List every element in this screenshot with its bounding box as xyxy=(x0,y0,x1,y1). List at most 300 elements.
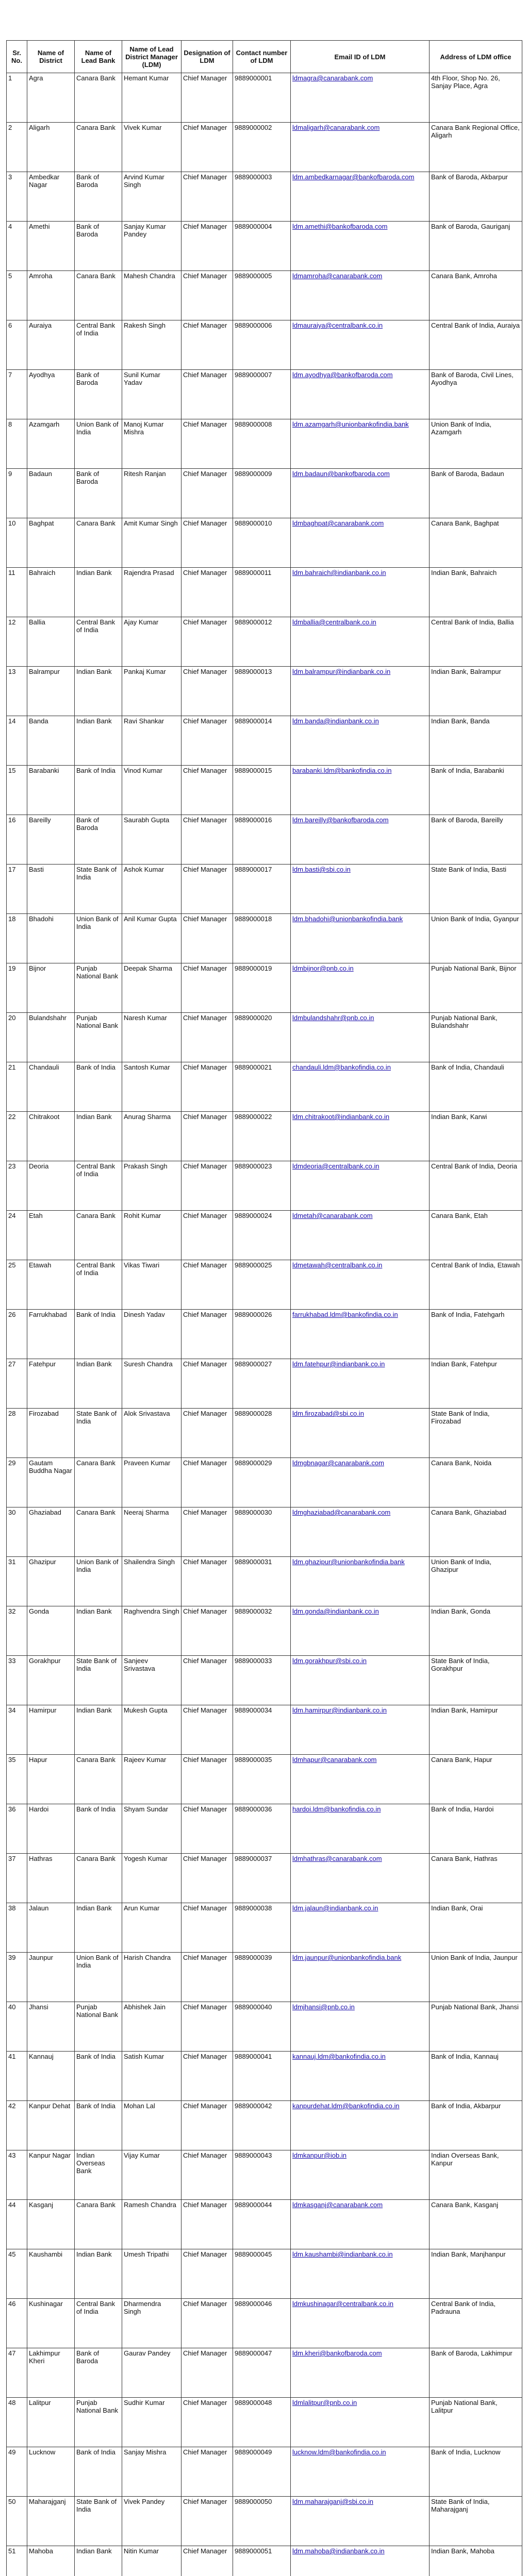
email-link[interactable]: ldmhathras@canarabank.com xyxy=(292,1855,382,1862)
cell-email xyxy=(291,2447,430,2497)
cell-address: Punjab National Bank, Bulandshahr xyxy=(430,1013,522,1062)
cell-sr-no: 10 xyxy=(7,518,27,568)
cell-designation: Chief Manager xyxy=(182,370,233,419)
cell-sr-no: 9 xyxy=(7,469,27,518)
cell-email xyxy=(291,2546,430,2576)
cell-contact: 9889000040 xyxy=(233,2002,291,2052)
email-link[interactable]: ldmkanpur@iob.in xyxy=(292,2151,346,2159)
cell-designation: Chief Manager xyxy=(182,1211,233,1260)
cell-lead-bank: Indian Bank xyxy=(75,2249,122,2299)
cell-contact: 9889000017 xyxy=(233,865,291,914)
cell-sr-no: 43 xyxy=(7,2150,27,2200)
cell-ldm-name: Satish Kumar xyxy=(122,2052,182,2101)
cell-ldm-name: Sanjeev Srivastava xyxy=(122,1656,182,1705)
cell-district: Basti xyxy=(27,865,75,914)
cell-district: Maharajganj xyxy=(27,2497,75,2546)
cell-ldm-name: Harish Chandra xyxy=(122,1953,182,2002)
cell-contact: 9889000050 xyxy=(233,2497,291,2546)
table-row xyxy=(7,1606,522,1656)
cell-designation: Chief Manager xyxy=(182,1359,233,1409)
email-link[interactable]: ldm.ayodhya@bankofbaroda.com xyxy=(292,371,393,379)
table-row xyxy=(7,1557,522,1606)
cell-designation: Chief Manager xyxy=(182,716,233,766)
cell-district: Gorakhpur xyxy=(27,1656,75,1705)
cell-email xyxy=(291,419,430,469)
cell-email xyxy=(291,2101,430,2150)
cell-ldm-name: Anil Kumar Gupta xyxy=(122,914,182,963)
email-link[interactable]: ldmkushinagar@centralbank.co.in xyxy=(292,2300,394,2308)
cell-ldm-name: Suresh Chandra xyxy=(122,1359,182,1409)
cell-district: Chandauli xyxy=(27,1062,75,1112)
cell-sr-no: 7 xyxy=(7,370,27,419)
cell-address: Union Bank of India, Azamgarh xyxy=(430,419,522,469)
email-link[interactable]: farrukhabad.ldm@bankofindia.co.in xyxy=(292,1311,398,1318)
cell-sr-no: 39 xyxy=(7,1953,27,2002)
cell-address: Bank of Baroda, Badaun xyxy=(430,469,522,518)
cell-sr-no: 33 xyxy=(7,1656,27,1705)
cell-lead-bank: Union Bank of India xyxy=(75,1953,122,2002)
cell-address: State Bank of India, Basti xyxy=(430,865,522,914)
cell-email xyxy=(291,1755,430,1804)
cell-lead-bank: Canara Bank xyxy=(75,2200,122,2249)
cell-lead-bank: Canara Bank xyxy=(75,123,122,172)
cell-contact: 9889000031 xyxy=(233,1557,291,1606)
cell-ldm-name: Ajay Kumar xyxy=(122,617,182,667)
cell-address: Indian Bank, Mahoba xyxy=(430,2546,522,2576)
cell-address: Punjab National Bank, Lalitpur xyxy=(430,2398,522,2447)
table-row xyxy=(7,1112,522,1161)
cell-lead-bank: Bank of Baroda xyxy=(75,370,122,419)
cell-designation: Chief Manager xyxy=(182,815,233,865)
cell-ldm-name: Anurag Sharma xyxy=(122,1112,182,1161)
cell-ldm-name: Pankaj Kumar xyxy=(122,667,182,716)
cell-district: Bulandshahr xyxy=(27,1013,75,1062)
cell-lead-bank: State Bank of India xyxy=(75,1656,122,1705)
email-link[interactable]: ldmbaghpat@canarabank.com xyxy=(292,519,384,527)
cell-district: Jalaun xyxy=(27,1903,75,1953)
cell-designation: Chief Manager xyxy=(182,1656,233,1705)
cell-lead-bank: Canara Bank xyxy=(75,271,122,320)
cell-ldm-name: Sudhir Kumar xyxy=(122,2398,182,2447)
email-link[interactable]: kanpurdehat.ldm@bankofindia.co.in xyxy=(292,2102,400,2110)
cell-ldm-name: Arun Kumar xyxy=(122,1903,182,1953)
cell-designation: Chief Manager xyxy=(182,766,233,815)
cell-lead-bank: Punjab National Bank xyxy=(75,2002,122,2052)
cell-lead-bank: Indian Bank xyxy=(75,1359,122,1409)
email-link[interactable]: ldm.jaunpur@unionbankofindia.bank xyxy=(292,1954,402,1961)
cell-email xyxy=(291,73,430,123)
cell-sr-no: 48 xyxy=(7,2398,27,2447)
email-link[interactable]: ldm.balrampur@indianbank.co.in xyxy=(292,668,391,675)
cell-district: Ayodhya xyxy=(27,370,75,419)
header-designation: Designation of LDM xyxy=(182,41,233,73)
cell-address: Canara Bank, Amroha xyxy=(430,271,522,320)
cell-sr-no: 34 xyxy=(7,1705,27,1755)
table-row xyxy=(7,271,522,320)
cell-contact: 9889000018 xyxy=(233,914,291,963)
cell-email xyxy=(291,2002,430,2052)
cell-designation: Chief Manager xyxy=(182,1854,233,1903)
email-link[interactable]: ldm.mahoba@indianbank.co.in xyxy=(292,2547,385,2555)
cell-ldm-name: Rakesh Singh xyxy=(122,320,182,370)
cell-district: Kanpur Nagar xyxy=(27,2150,75,2200)
email-link[interactable]: hardoi.ldm@bankofindia.co.in xyxy=(292,1805,381,1813)
cell-address: Canara Bank, Kasganj xyxy=(430,2200,522,2249)
cell-lead-bank: Punjab National Bank xyxy=(75,2398,122,2447)
email-link[interactable]: ldm.gorakhpur@sbi.co.in xyxy=(292,1657,367,1665)
cell-sr-no: 31 xyxy=(7,1557,27,1606)
cell-contact: 9889000015 xyxy=(233,766,291,815)
email-link[interactable]: ldmkasganj@canarabank.com xyxy=(292,2201,383,2209)
cell-sr-no: 44 xyxy=(7,2200,27,2249)
email-link[interactable]: ldmetah@canarabank.com xyxy=(292,1212,373,1219)
cell-lead-bank: Canara Bank xyxy=(75,1854,122,1903)
cell-address: Indian Bank, Fatehpur xyxy=(430,1359,522,1409)
cell-designation: Chief Manager xyxy=(182,1755,233,1804)
cell-contact: 9889000026 xyxy=(233,1310,291,1359)
cell-designation: Chief Manager xyxy=(182,2398,233,2447)
email-link[interactable]: ldm.kaushambi@indianbank.co.in xyxy=(292,2250,393,2258)
cell-lead-bank: Canara Bank xyxy=(75,1458,122,1507)
cell-ldm-name: Vikas Tiwari xyxy=(122,1260,182,1310)
table-row xyxy=(7,2002,522,2052)
cell-lead-bank: Central Bank of India xyxy=(75,2299,122,2348)
cell-address: Indian Bank, Balrampur xyxy=(430,667,522,716)
cell-lead-bank: Canara Bank xyxy=(75,1211,122,1260)
cell-address: Bank of Baroda, Lakhimpur xyxy=(430,2348,522,2398)
email-link[interactable]: ldmdeoria@centralbank.co.in xyxy=(292,1162,380,1170)
cell-lead-bank: Bank of India xyxy=(75,1310,122,1359)
cell-district: Aligarh xyxy=(27,123,75,172)
email-link[interactable]: ldmballia@centralbank.co.in xyxy=(292,618,376,626)
email-link[interactable]: ldmetawah@centralbank.co.in xyxy=(292,1261,383,1269)
cell-email xyxy=(291,1112,430,1161)
cell-designation: Chief Manager xyxy=(182,1507,233,1557)
cell-email xyxy=(291,667,430,716)
table-row xyxy=(7,1507,522,1557)
email-link[interactable]: barabanki.ldm@bankofindia.co.in xyxy=(292,767,392,774)
header-district: Name of District xyxy=(27,41,75,73)
cell-sr-no: 28 xyxy=(7,1409,27,1458)
cell-email xyxy=(291,568,430,617)
table-row xyxy=(7,1359,522,1409)
cell-district: Hapur xyxy=(27,1755,75,1804)
email-link[interactable]: ldm.azamgarh@unionbankofindia.bank xyxy=(292,420,409,428)
cell-contact: 9889000028 xyxy=(233,1409,291,1458)
cell-district: Etawah xyxy=(27,1260,75,1310)
table-row xyxy=(7,1854,522,1903)
cell-contact: 9889000027 xyxy=(233,1359,291,1409)
cell-ldm-name: Manoj Kumar Mishra xyxy=(122,419,182,469)
cell-sr-no: 51 xyxy=(7,2546,27,2576)
email-link[interactable]: ldmauraiya@centralbank.co.in xyxy=(292,321,383,329)
cell-district: Etah xyxy=(27,1211,75,1260)
email-link[interactable]: ldm.bareilly@bankofbaroda.com xyxy=(292,816,389,824)
table-row xyxy=(7,617,522,667)
email-link[interactable]: ldmghaziabad@canarabank.com xyxy=(292,1509,391,1516)
cell-district: Badaun xyxy=(27,469,75,518)
cell-designation: Chief Manager xyxy=(182,2249,233,2299)
cell-ldm-name: Nitin Kumar xyxy=(122,2546,182,2576)
cell-contact: 9889000047 xyxy=(233,2348,291,2398)
cell-designation: Chief Manager xyxy=(182,1013,233,1062)
table-row xyxy=(7,568,522,617)
cell-designation: Chief Manager xyxy=(182,2200,233,2249)
cell-district: Balrampur xyxy=(27,667,75,716)
cell-sr-no: 50 xyxy=(7,2497,27,2546)
cell-email xyxy=(291,2348,430,2398)
cell-email xyxy=(291,1953,430,2002)
cell-lead-bank: Bank of India xyxy=(75,766,122,815)
cell-contact: 9889000013 xyxy=(233,667,291,716)
header-ldm-name: Name of Lead District Manager (LDM) xyxy=(122,41,182,73)
email-link[interactable]: ldmagra@canarabank.com xyxy=(292,74,373,82)
table-row xyxy=(7,2447,522,2497)
cell-sr-no: 49 xyxy=(7,2447,27,2497)
header-address: Address of LDM office xyxy=(430,41,522,73)
cell-email xyxy=(291,2497,430,2546)
email-link[interactable]: ldm.ghazipur@unionbankofindia.bank xyxy=(292,1558,405,1566)
table-row xyxy=(7,1804,522,1854)
cell-lead-bank: Union Bank of India xyxy=(75,1557,122,1606)
email-link[interactable]: ldmbulandshahr@pnb.co.in xyxy=(292,1014,374,1022)
table-row xyxy=(7,1755,522,1804)
cell-email xyxy=(291,172,430,222)
cell-ldm-name: Abhishek Jain xyxy=(122,2002,182,2052)
cell-lead-bank: Bank of India xyxy=(75,1804,122,1854)
cell-email xyxy=(291,963,430,1013)
email-link[interactable]: ldm.maharajganj@sbi.co.in xyxy=(292,2498,373,2505)
cell-address: Indian Bank, Bahraich xyxy=(430,568,522,617)
cell-ldm-name: Gaurav Pandey xyxy=(122,2348,182,2398)
email-link[interactable]: ldmhapur@canarabank.com xyxy=(292,1756,377,1764)
cell-email xyxy=(291,123,430,172)
email-link[interactable]: ldm.chitrakoot@indianbank.co.in xyxy=(292,1113,390,1121)
email-link[interactable]: ldm.gonda@indianbank.co.in xyxy=(292,1607,379,1615)
cell-contact: 9889000051 xyxy=(233,2546,291,2576)
cell-contact: 9889000042 xyxy=(233,2101,291,2150)
cell-designation: Chief Manager xyxy=(182,1112,233,1161)
cell-district: Auraiya xyxy=(27,320,75,370)
cell-designation: Chief Manager xyxy=(182,2101,233,2150)
email-link[interactable]: chandauli.ldm@bankofindia.co.in xyxy=(292,1063,391,1071)
cell-district: Lucknow xyxy=(27,2447,75,2497)
email-link[interactable]: lucknow.ldm@bankofindia.co.in xyxy=(292,2448,386,2456)
cell-ldm-name: Vivek Kumar xyxy=(122,123,182,172)
cell-ldm-name: Hemant Kumar xyxy=(122,73,182,123)
cell-lead-bank: State Bank of India xyxy=(75,2497,122,2546)
email-link[interactable]: ldmbijnor@pnb.co.in xyxy=(292,964,354,972)
cell-lead-bank: Indian Bank xyxy=(75,1705,122,1755)
cell-district: Hamirpur xyxy=(27,1705,75,1755)
cell-contact: 9889000021 xyxy=(233,1062,291,1112)
cell-ldm-name: Shyam Sundar xyxy=(122,1804,182,1854)
cell-ldm-name: Raghvendra Singh xyxy=(122,1606,182,1656)
header-sr-no: Sr. No. xyxy=(7,41,27,73)
cell-sr-no: 23 xyxy=(7,1161,27,1211)
cell-contact: 9889000020 xyxy=(233,1013,291,1062)
cell-contact: 9889000009 xyxy=(233,469,291,518)
cell-district: Jhansi xyxy=(27,2002,75,2052)
email-link[interactable]: ldm.basti@sbi.co.in xyxy=(292,866,351,873)
email-link[interactable]: ldm.bahraich@indianbank.co.in xyxy=(292,569,386,577)
email-link[interactable]: ldmjhansi@pnb.co.in xyxy=(292,2003,355,2011)
cell-designation: Chief Manager xyxy=(182,320,233,370)
cell-district: Chitrakoot xyxy=(27,1112,75,1161)
cell-address: Canara Bank, Hapur xyxy=(430,1755,522,1804)
table-row xyxy=(7,1903,522,1953)
email-link[interactable]: ldm.hamirpur@indianbank.co.in xyxy=(292,1706,387,1714)
email-link[interactable]: ldmamroha@canarabank.com xyxy=(292,272,383,280)
cell-designation: Chief Manager xyxy=(182,1260,233,1310)
cell-email xyxy=(291,1557,430,1606)
table-row xyxy=(7,370,522,419)
cell-contact: 9889000024 xyxy=(233,1211,291,1260)
cell-designation: Chief Manager xyxy=(182,2002,233,2052)
cell-email xyxy=(291,2052,430,2101)
cell-lead-bank: Indian Bank xyxy=(75,1606,122,1656)
cell-address: Central Bank of India, Deoria xyxy=(430,1161,522,1211)
cell-contact: 9889000035 xyxy=(233,1755,291,1804)
cell-district: Lalitpur xyxy=(27,2398,75,2447)
table-row xyxy=(7,2200,522,2249)
email-link[interactable]: ldmgbnagar@canarabank.com xyxy=(292,1459,384,1467)
cell-lead-bank: Bank of India xyxy=(75,2052,122,2101)
cell-contact: 9889000003 xyxy=(233,172,291,222)
email-link[interactable]: ldm.jalaun@indianbank.co.in xyxy=(292,1904,378,1912)
cell-lead-bank: Bank of Baroda xyxy=(75,469,122,518)
table-body xyxy=(7,73,522,2576)
email-link[interactable]: ldm.firozabad@sbi.co.in xyxy=(292,1410,364,1417)
email-link[interactable]: ldm.banda@indianbank.co.in xyxy=(292,717,379,725)
cell-lead-bank: Bank of India xyxy=(75,2101,122,2150)
cell-address: Punjab National Bank, Jhansi xyxy=(430,2002,522,2052)
cell-district: Hathras xyxy=(27,1854,75,1903)
email-link[interactable]: ldm.kheri@bankofbaroda.com xyxy=(292,2349,382,2357)
cell-district: Ghazipur xyxy=(27,1557,75,1606)
cell-sr-no: 40 xyxy=(7,2002,27,2052)
cell-ldm-name: Yogesh Kumar xyxy=(122,1854,182,1903)
cell-address: Central Bank of India, Padrauna xyxy=(430,2299,522,2348)
cell-contact: 9889000023 xyxy=(233,1161,291,1211)
email-link[interactable]: ldm.badaun@bankofbaroda.com xyxy=(292,470,390,478)
cell-designation: Chief Manager xyxy=(182,1161,233,1211)
cell-sr-no: 16 xyxy=(7,815,27,865)
cell-contact: 9889000005 xyxy=(233,271,291,320)
cell-ldm-name: Rajendra Prasad xyxy=(122,568,182,617)
cell-ldm-name: Dinesh Yadav xyxy=(122,1310,182,1359)
table-row xyxy=(7,320,522,370)
cell-email xyxy=(291,222,430,271)
cell-district: Amethi xyxy=(27,222,75,271)
table-row xyxy=(7,1260,522,1310)
cell-ldm-name: Rajeev Kumar xyxy=(122,1755,182,1804)
cell-lead-bank: Canara Bank xyxy=(75,73,122,123)
cell-designation: Chief Manager xyxy=(182,617,233,667)
cell-designation: Chief Manager xyxy=(182,1606,233,1656)
cell-district: Bareilly xyxy=(27,815,75,865)
cell-ldm-name: Rohit Kumar xyxy=(122,1211,182,1260)
cell-sr-no: 47 xyxy=(7,2348,27,2398)
cell-district: Kasganj xyxy=(27,2200,75,2249)
email-link[interactable]: ldm.ambedkarnagar@bankofbaroda.com xyxy=(292,173,415,181)
cell-address: Canara Bank, Hathras xyxy=(430,1854,522,1903)
cell-lead-bank: Indian Bank xyxy=(75,568,122,617)
cell-contact: 9889000046 xyxy=(233,2299,291,2348)
cell-email xyxy=(291,617,430,667)
cell-email xyxy=(291,914,430,963)
cell-designation: Chief Manager xyxy=(182,1804,233,1854)
cell-ldm-name: Saurabh Gupta xyxy=(122,815,182,865)
cell-ldm-name: Arvind Kumar Singh xyxy=(122,172,182,222)
email-link[interactable]: kannauj.ldm@bankofindia.co.in xyxy=(292,2053,386,2060)
cell-lead-bank: Indian Bank xyxy=(75,2546,122,2576)
cell-lead-bank: Punjab National Bank xyxy=(75,1013,122,1062)
cell-ldm-name: Sanjay Mishra xyxy=(122,2447,182,2497)
cell-address: State Bank of India, Gorakhpur xyxy=(430,1656,522,1705)
email-link[interactable]: ldm.amethi@bankofbaroda.com xyxy=(292,223,388,230)
cell-ldm-name: Mohan Lal xyxy=(122,2101,182,2150)
cell-ldm-name: Vijay Kumar xyxy=(122,2150,182,2200)
cell-address: Central Bank of India, Ballia xyxy=(430,617,522,667)
cell-designation: Chief Manager xyxy=(182,568,233,617)
table-row xyxy=(7,914,522,963)
cell-address: State Bank of India, Maharajganj xyxy=(430,2497,522,2546)
cell-designation: Chief Manager xyxy=(182,172,233,222)
cell-email xyxy=(291,1211,430,1260)
cell-designation: Chief Manager xyxy=(182,2348,233,2398)
email-link[interactable]: ldmlalitpur@pnb.co.in xyxy=(292,2399,357,2406)
cell-district: Gonda xyxy=(27,1606,75,1656)
cell-sr-no: 1 xyxy=(7,73,27,123)
table-row xyxy=(7,2101,522,2150)
cell-district: Ambedkar Nagar xyxy=(27,172,75,222)
cell-district: Kaushambi xyxy=(27,2249,75,2299)
email-link[interactable]: ldm.bhadohi@unionbankofindia.bank xyxy=(292,915,403,923)
cell-sr-no: 41 xyxy=(7,2052,27,2101)
cell-email xyxy=(291,1854,430,1903)
table-header-row xyxy=(7,41,522,73)
cell-contact: 9889000039 xyxy=(233,1953,291,2002)
table-row xyxy=(7,1062,522,1112)
email-link[interactable]: ldmaligarh@canarabank.com xyxy=(292,124,380,131)
cell-sr-no: 2 xyxy=(7,123,27,172)
cell-ldm-name: Mukesh Gupta xyxy=(122,1705,182,1755)
cell-address: Canara Bank, Etah xyxy=(430,1211,522,1260)
cell-ldm-name: Sanjay Kumar Pandey xyxy=(122,222,182,271)
cell-contact: 9889000012 xyxy=(233,617,291,667)
cell-ldm-name: Sunil Kumar Yadav xyxy=(122,370,182,419)
ldm-table xyxy=(6,40,522,2576)
header-contact: Contact number of LDM xyxy=(233,41,291,73)
table-row xyxy=(7,1211,522,1260)
cell-email xyxy=(291,1804,430,1854)
cell-lead-bank: Bank of India xyxy=(75,2447,122,2497)
cell-email xyxy=(291,1606,430,1656)
cell-ldm-name: Vinod Kumar xyxy=(122,766,182,815)
cell-district: Bhadohi xyxy=(27,914,75,963)
table-row xyxy=(7,1705,522,1755)
header-email: Email ID of LDM xyxy=(291,41,430,73)
cell-address: Indian Bank, Orai xyxy=(430,1903,522,1953)
cell-designation: Chief Manager xyxy=(182,667,233,716)
cell-sr-no: 11 xyxy=(7,568,27,617)
cell-address: 4th Floor, Shop No. 26, Sanjay Place, Agra xyxy=(430,73,522,123)
email-link[interactable]: ldm.fatehpur@indianbank.co.in xyxy=(292,1360,385,1368)
cell-address: Canara Bank, Noida xyxy=(430,1458,522,1507)
cell-designation: Chief Manager xyxy=(182,1953,233,2002)
cell-ldm-name: Ravi Shankar xyxy=(122,716,182,766)
